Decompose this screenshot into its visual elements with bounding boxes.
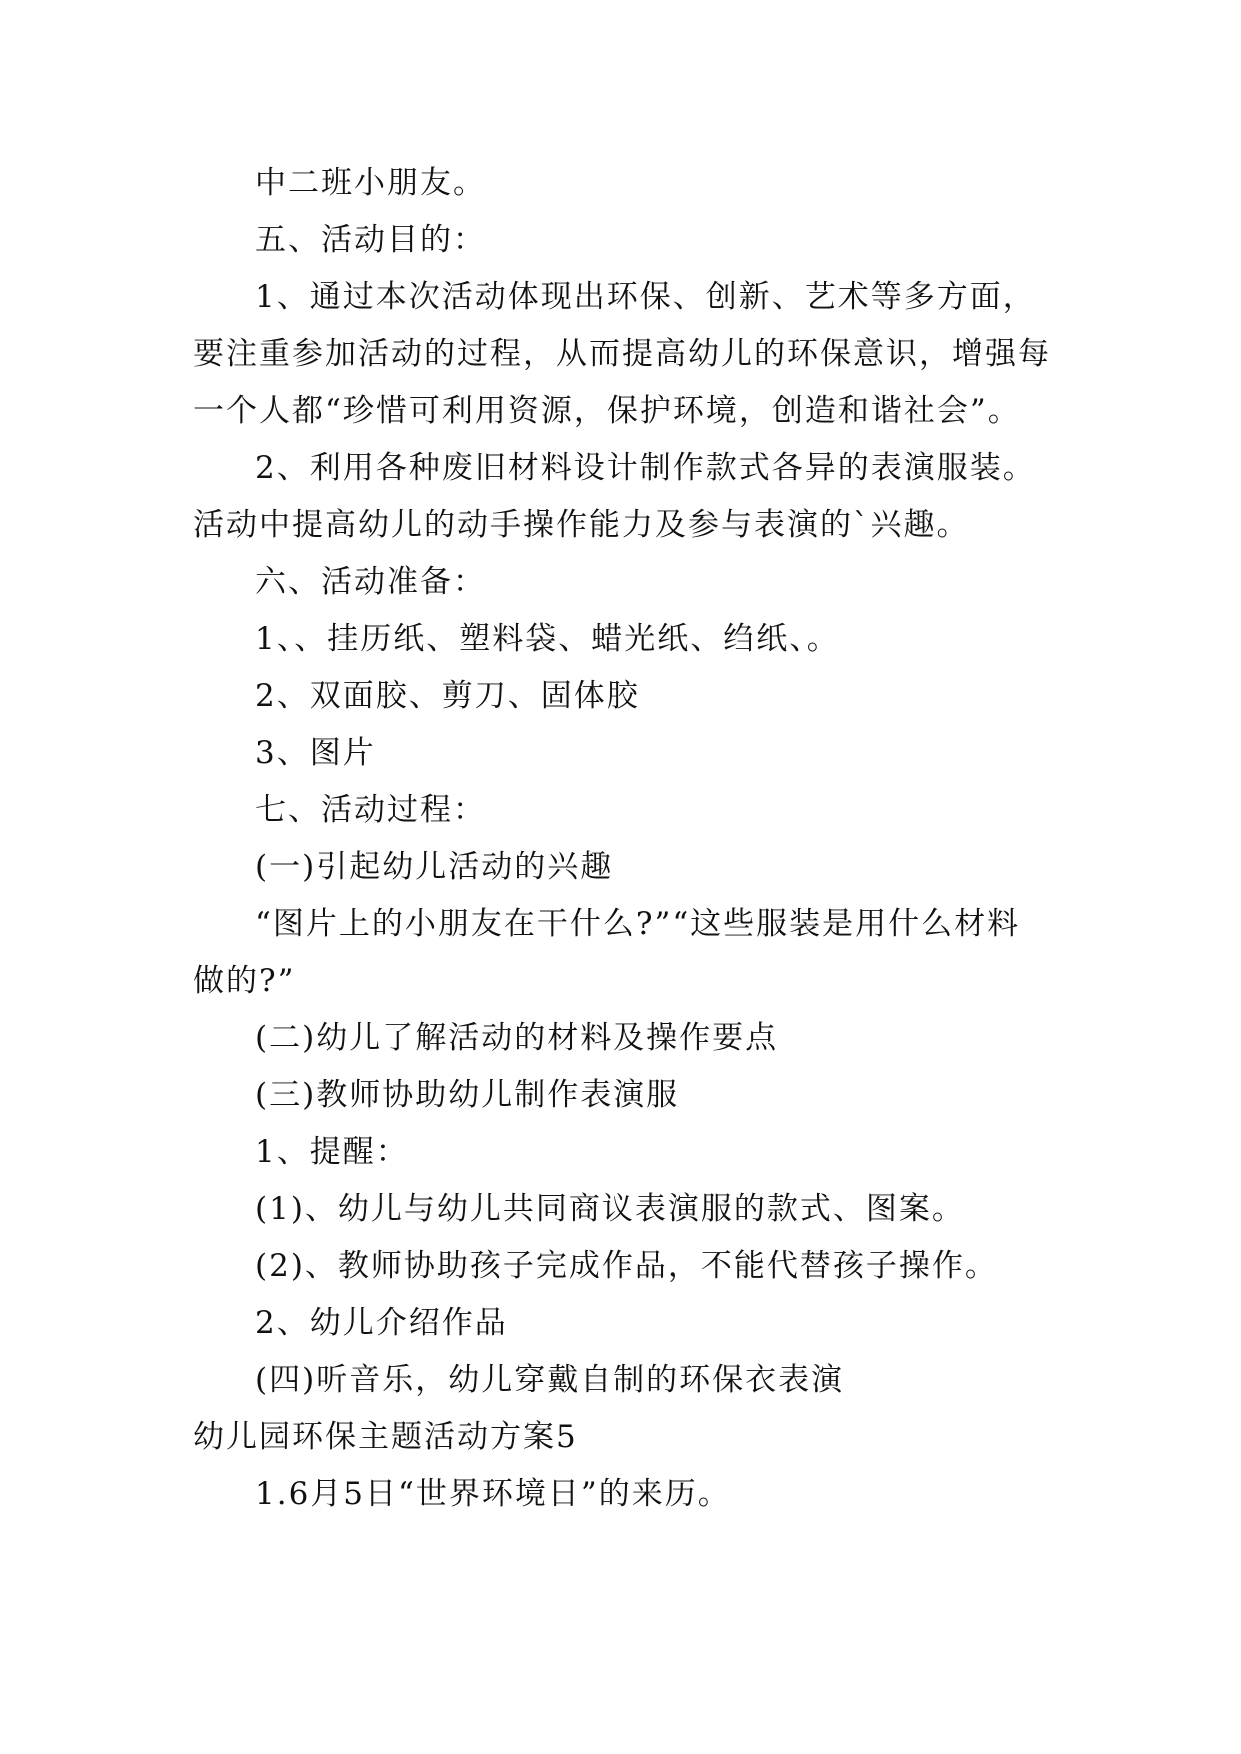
reminder-item-2: (2)、教师协助孩子完成作品，不能代替孩子操作。 (255, 1248, 998, 1284)
reminder-item-1: (1)、幼儿与幼儿共同商议表演服的款式、图案。 (255, 1191, 965, 1227)
preparation-item-1: 1、、挂历纸、塑料袋、蜡光纸、绉纸、。 (255, 621, 840, 657)
document-body (193, 155, 1053, 1523)
introduce-works: 2、幼儿介绍作品 (255, 1305, 508, 1341)
section-heading-goals: 五、活动目的： (255, 222, 486, 258)
environment-day-origin: 1.6月5日“世界环境日”的来历。 (255, 1476, 731, 1512)
section-heading-process: 七、活动过程： (255, 792, 486, 828)
process-step-1: (一)引起幼儿活动的兴趣 (255, 849, 614, 885)
process-step-4: (四)听音乐，幼儿穿戴自制的环保衣表演 (255, 1362, 845, 1398)
reminder-heading: 1、提醒： (255, 1134, 409, 1170)
plan-title-5: 幼儿园环保主题活动方案5 (193, 1419, 578, 1455)
process-step-3: (三)教师协助幼儿制作表演服 (255, 1077, 680, 1113)
process-step-1-questions: “图片上的小朋友在干什么?”“这些服装是用什么材料做的?” (193, 906, 1021, 999)
goal-item-2: 2、利用各种废旧材料设计制作款式各异的表演服装。活动中提高幼儿的动手操作能力及参与表演的`兴趣。 (193, 450, 1036, 543)
process-step-2: (二)幼儿了解活动的材料及操作要点 (255, 1020, 779, 1056)
preparation-item-2: 2、双面胶、剪刀、固体胶 (255, 678, 640, 714)
goal-item-1: 1、通过本次活动体现出环保、创新、艺术等多方面，要注重参加活动的过程，从而提高幼儿的环保意识，增强每一个人都“珍惜可利用资源，保护环境，创造和谐社会”。 (193, 279, 1051, 429)
preparation-item-3: 3、图片 (255, 735, 376, 771)
paragraph-participants: 中二班小朋友。 (255, 165, 486, 201)
section-heading-preparation: 六、活动准备： (255, 564, 486, 600)
